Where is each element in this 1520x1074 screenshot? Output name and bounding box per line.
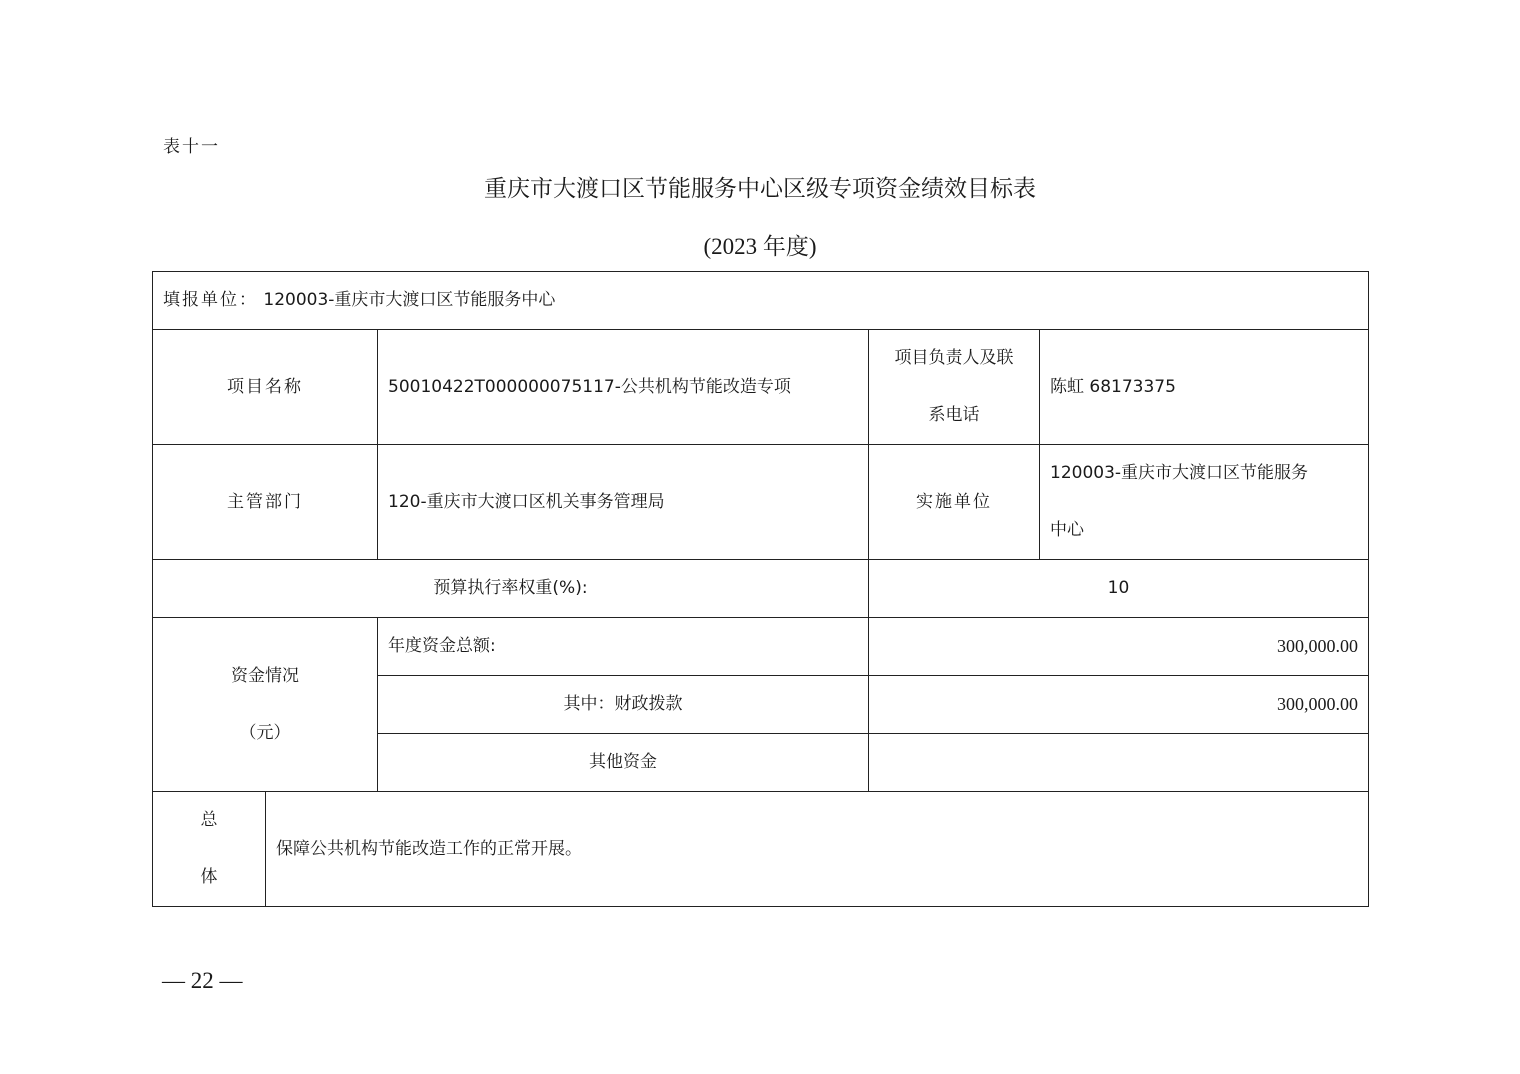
reporting-unit-value: 120003-重庆市大渡口区节能服务中心	[263, 290, 556, 310]
budget-weight-row	[153, 560, 1369, 618]
department-value: 120-重庆市大渡口区机关事务管理局	[378, 445, 869, 560]
implementer-label: 实施单位	[869, 445, 1040, 560]
overall-label-cell	[153, 792, 266, 907]
funds-label-line2: （元）	[239, 722, 291, 743]
annual-total-label: 年度资金总额:	[378, 618, 869, 676]
reporting-unit-cell	[153, 272, 1369, 330]
document-subtitle: (2023 年度)	[703, 234, 817, 259]
overall-label-line1: 总	[200, 810, 218, 830]
overall-goal-row	[153, 792, 1369, 907]
contact-label-cell	[869, 330, 1040, 445]
performance-target-table	[152, 271, 1369, 907]
department-row	[153, 445, 1369, 560]
other-funds-label: 其他资金	[378, 734, 869, 792]
project-name-value: 50010422T000000075117-公共机构节能改造专项	[378, 330, 869, 445]
contact-value: 陈虹 68173375	[1040, 330, 1369, 445]
contact-label-line1: 项目负责人及联	[894, 348, 1014, 368]
budget-weight-value: 10	[869, 560, 1369, 618]
document-title: 重庆市大渡口区节能服务中心区级专项资金绩效目标表	[484, 176, 1036, 202]
department-label: 主管部门	[153, 445, 378, 560]
page-number: — 22 —	[162, 968, 243, 993]
funds-label-line1: 资金情况	[231, 665, 299, 686]
implementer-value-line1: 120003-重庆市大渡口区节能服务	[1050, 463, 1309, 483]
other-funds-value	[869, 734, 1369, 792]
overall-goal-value: 保障公共机构节能改造工作的正常开展。	[266, 792, 1369, 907]
budget-weight-label: 预算执行率权重(%):	[153, 560, 869, 618]
funds-label-cell	[153, 618, 378, 792]
project-name-row	[153, 330, 1369, 445]
fiscal-allocation-value: 300,000.00	[869, 676, 1369, 734]
overall-label-line2: 体	[200, 867, 218, 887]
fiscal-allocation-label: 其中：财政拨款	[378, 676, 869, 734]
project-name-label: 项目名称	[153, 330, 378, 445]
implementer-value-line2: 中心	[1050, 520, 1084, 540]
funds-total-row	[153, 618, 1369, 676]
implementer-value-cell	[1040, 445, 1369, 560]
reporting-unit-label: 填报单位：	[163, 290, 258, 310]
table-label: 表十一	[163, 137, 220, 157]
contact-label-line2: 系电话	[928, 405, 980, 425]
annual-total-value: 300,000.00	[869, 618, 1369, 676]
reporting-unit-row	[153, 272, 1369, 330]
